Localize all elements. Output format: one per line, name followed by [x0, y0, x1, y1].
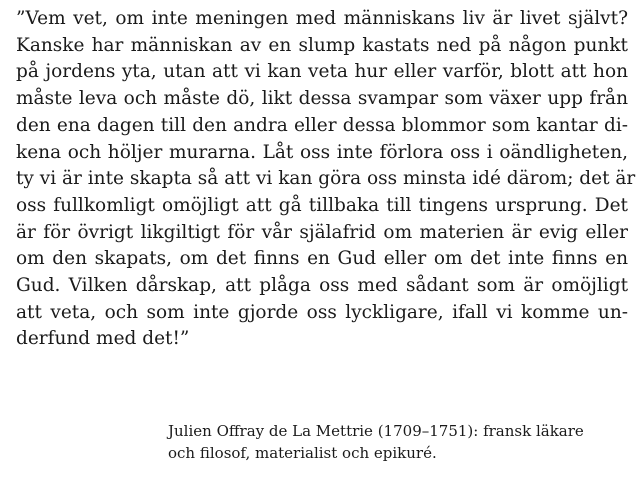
- quote-line: om den skapats, om det finns en Gud eller om det inte finns en: [16, 248, 628, 270]
- attribution-block: [168, 420, 628, 464]
- quote-line: oss fullkomligt omöjligt att gå tillbaka till tingens ursprung. Det: [16, 194, 628, 216]
- quote-line: Kanske har människan av en slump kastats ned på någon punkt: [16, 34, 628, 56]
- quote-line: den ena dagen till den andra eller dessa blommor som kantar di-: [16, 114, 628, 136]
- quote-line: måste leva och måste dö, likt dessa svampar som växer upp från: [16, 88, 628, 110]
- quote-line: Gud. Vilken dårskap, att plåga oss med sådant som är omöjligt: [16, 275, 628, 297]
- quote-line: derfund med det!”: [16, 328, 190, 350]
- quote-line: ty vi är inte skapta så att vi kan göra oss minsta idé därom; det är: [16, 168, 636, 190]
- quote-line: kena och höljer murarna. Låt oss inte förlora oss i oändligheten,: [16, 141, 628, 163]
- quote-line: på jordens yta, utan att vi kan veta hur eller varför, blott att hon: [16, 61, 628, 83]
- quote-block: [16, 6, 636, 353]
- attribution-line: och filosof, materialist och epikuré.: [168, 444, 437, 462]
- attribution-line: Julien Offray de La Mettrie (1709–1751): fransk läkare: [168, 422, 584, 440]
- quote-line: att veta, och som inte gjorde oss lyckligare, ifall vi komme un-: [16, 301, 628, 323]
- quote-line: ”Vem vet, om inte meningen med människans liv är livet självt?: [16, 8, 628, 29]
- quote-line: är för övrigt likgiltigt för vår själafrid om materien är evig eller: [16, 221, 628, 243]
